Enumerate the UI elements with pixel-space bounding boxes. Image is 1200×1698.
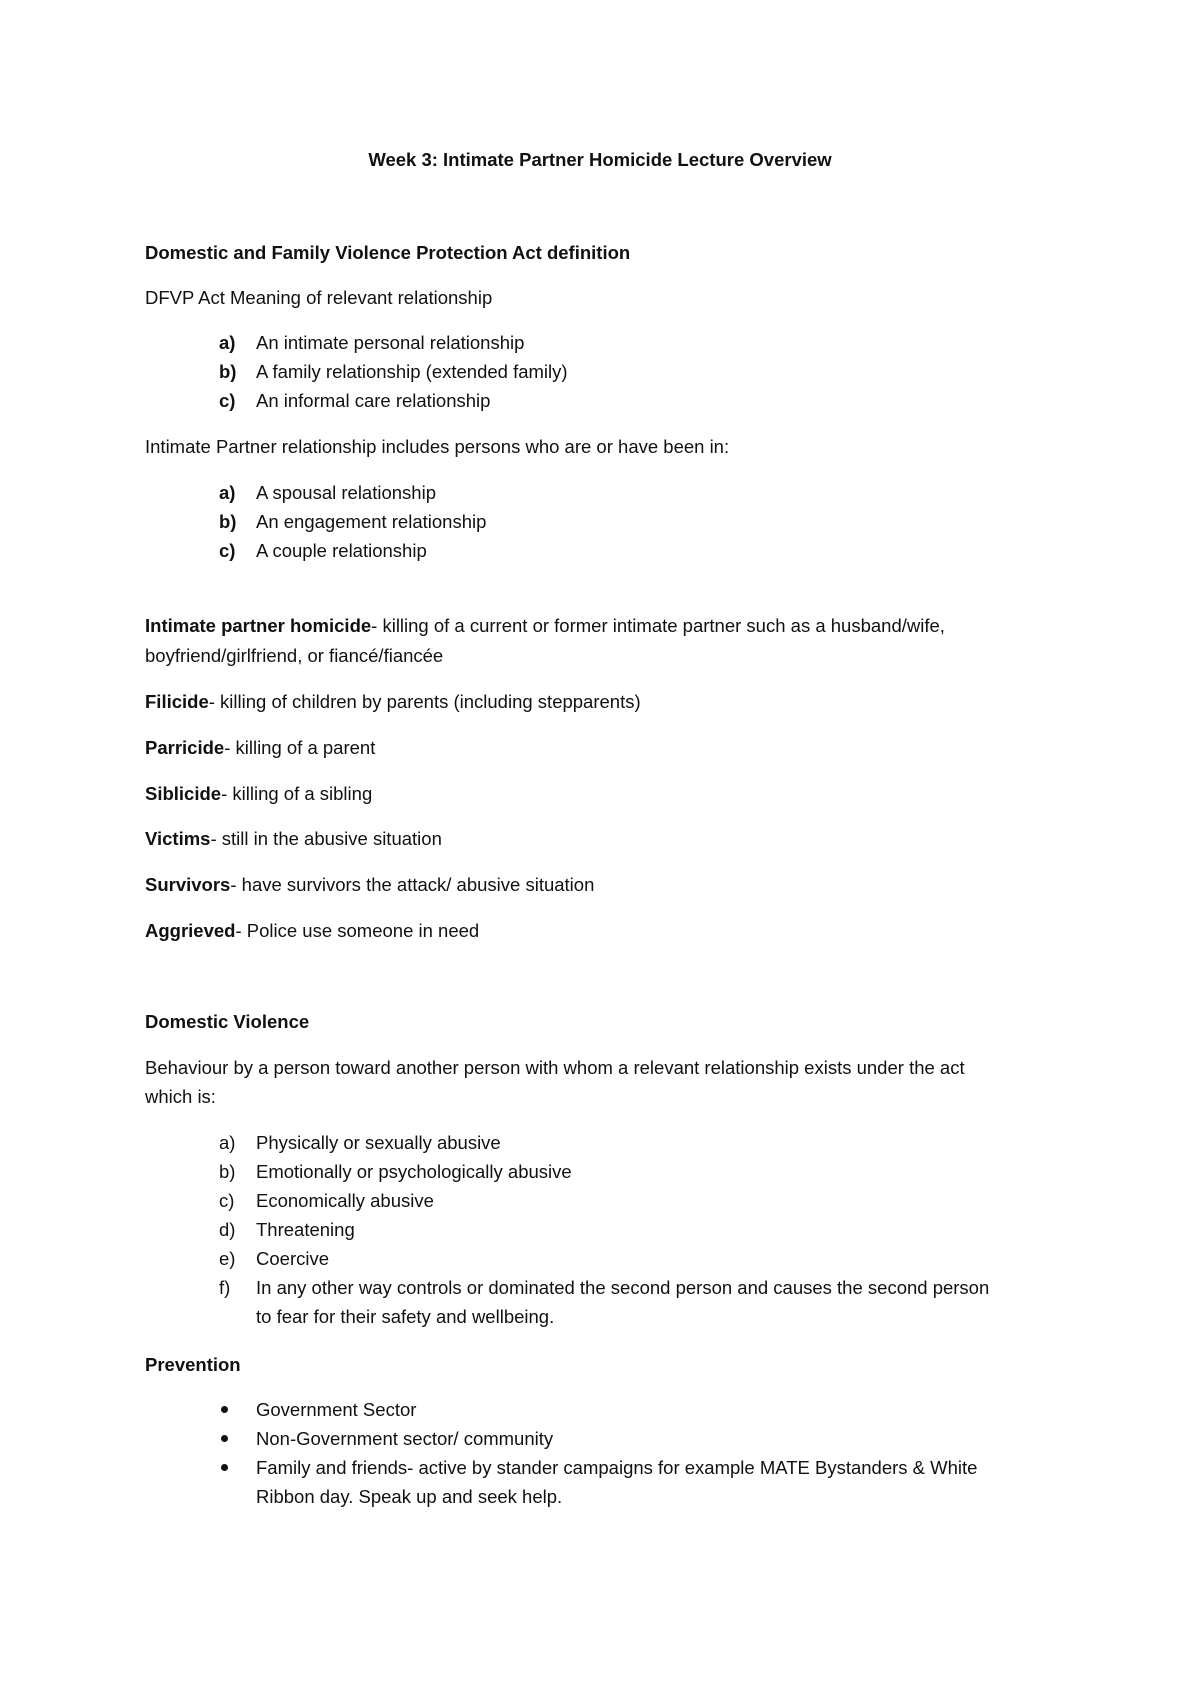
list-item: A couple relationship <box>256 540 427 561</box>
definition-filicide <box>145 690 641 714</box>
list-item: A spousal relationship <box>256 482 436 503</box>
document-title: Week 3: Intimate Partner Homicide Lecture Overview <box>368 149 832 170</box>
definition-term: Parricide <box>145 737 225 758</box>
dfvp-meaning-line: DFVP Act Meaning of relevant relationship <box>145 287 493 308</box>
list-item: Emotionally or psychologically abusive <box>256 1161 572 1182</box>
bullet-icon <box>221 1406 228 1413</box>
list-item: An informal care relationship <box>256 390 491 411</box>
definition-text: - killing of a sibling <box>221 783 373 804</box>
definition-text: - Police use someone in need <box>235 920 480 941</box>
bullet-item-continuation: Ribbon day. Speak up and seek help. <box>256 1486 563 1507</box>
definition-parricide <box>145 736 375 760</box>
definition-term: Siblicide <box>145 783 222 804</box>
definition-term: Survivors <box>145 874 231 895</box>
bullet-item: Non-Government sector/ community <box>256 1428 554 1449</box>
definition-siblicide <box>145 782 372 806</box>
list-marker: f) <box>219 1277 231 1298</box>
definition-continuation: boyfriend/girlfriend, or fiancé/fiancée <box>145 645 444 666</box>
definition-text: - still in the abusive situation <box>210 828 442 849</box>
definition-text: - killing of a parent <box>224 737 376 758</box>
list-marker: a) <box>219 1132 236 1153</box>
list-item: In any other way controls or dominated the second person and causes the second person <box>256 1277 990 1298</box>
definition-text: - killing of a current or former intimate partner such as a husband/wife, <box>371 615 945 636</box>
list-item: Coercive <box>256 1248 329 1269</box>
domestic-violence-intro: Behaviour by a person toward another person with whom a relevant relationship exists under the act <box>145 1057 965 1078</box>
list-marker: b) <box>219 361 237 382</box>
list-marker: c) <box>219 1190 235 1211</box>
list-marker: e) <box>219 1248 236 1269</box>
bullet-item: Family and friends- active by stander campaigns for example MATE Bystanders & White <box>256 1457 978 1478</box>
definition-term: Victims <box>145 828 211 849</box>
list-item: A family relationship (extended family) <box>256 361 568 382</box>
intimate-partner-intro: Intimate Partner relationship includes persons who are or have been in: <box>145 436 730 457</box>
definition-term: Filicide <box>145 691 209 712</box>
list-item: Threatening <box>256 1219 355 1240</box>
definition-text: - killing of children by parents (including stepparents) <box>208 691 641 712</box>
definition-term: Aggrieved <box>145 920 236 941</box>
list-marker: a) <box>219 482 236 503</box>
list-marker: b) <box>219 511 237 532</box>
list-marker: d) <box>219 1219 236 1240</box>
list-item: Physically or sexually abusive <box>256 1132 501 1153</box>
definition-survivors <box>145 873 594 897</box>
list-marker: b) <box>219 1161 236 1182</box>
domestic-violence-intro-continuation: which is: <box>145 1086 216 1107</box>
bullet-icon <box>221 1464 228 1471</box>
list-marker: c) <box>219 390 236 411</box>
list-item: An engagement relationship <box>256 511 487 532</box>
list-item-continuation: to fear for their safety and wellbeing. <box>256 1306 555 1327</box>
definition-victims <box>145 827 442 851</box>
definition-aggrieved <box>145 919 479 943</box>
definition-text: - have survivors the attack/ abusive situation <box>230 874 595 895</box>
dfvp-heading: Domestic and Family Violence Protection Act definition <box>145 242 631 263</box>
prevention-heading: Prevention <box>145 1354 241 1375</box>
list-item: Economically abusive <box>256 1190 434 1211</box>
list-item: An intimate personal relationship <box>256 332 525 353</box>
domestic-violence-heading: Domestic Violence <box>145 1011 310 1032</box>
bullet-item: Government Sector <box>256 1399 417 1420</box>
definition-intimate-partner-homicide <box>145 614 945 638</box>
list-marker: a) <box>219 332 236 353</box>
list-marker: c) <box>219 540 236 561</box>
bullet-icon <box>221 1435 228 1442</box>
definition-term: Intimate partner homicide <box>145 615 372 636</box>
